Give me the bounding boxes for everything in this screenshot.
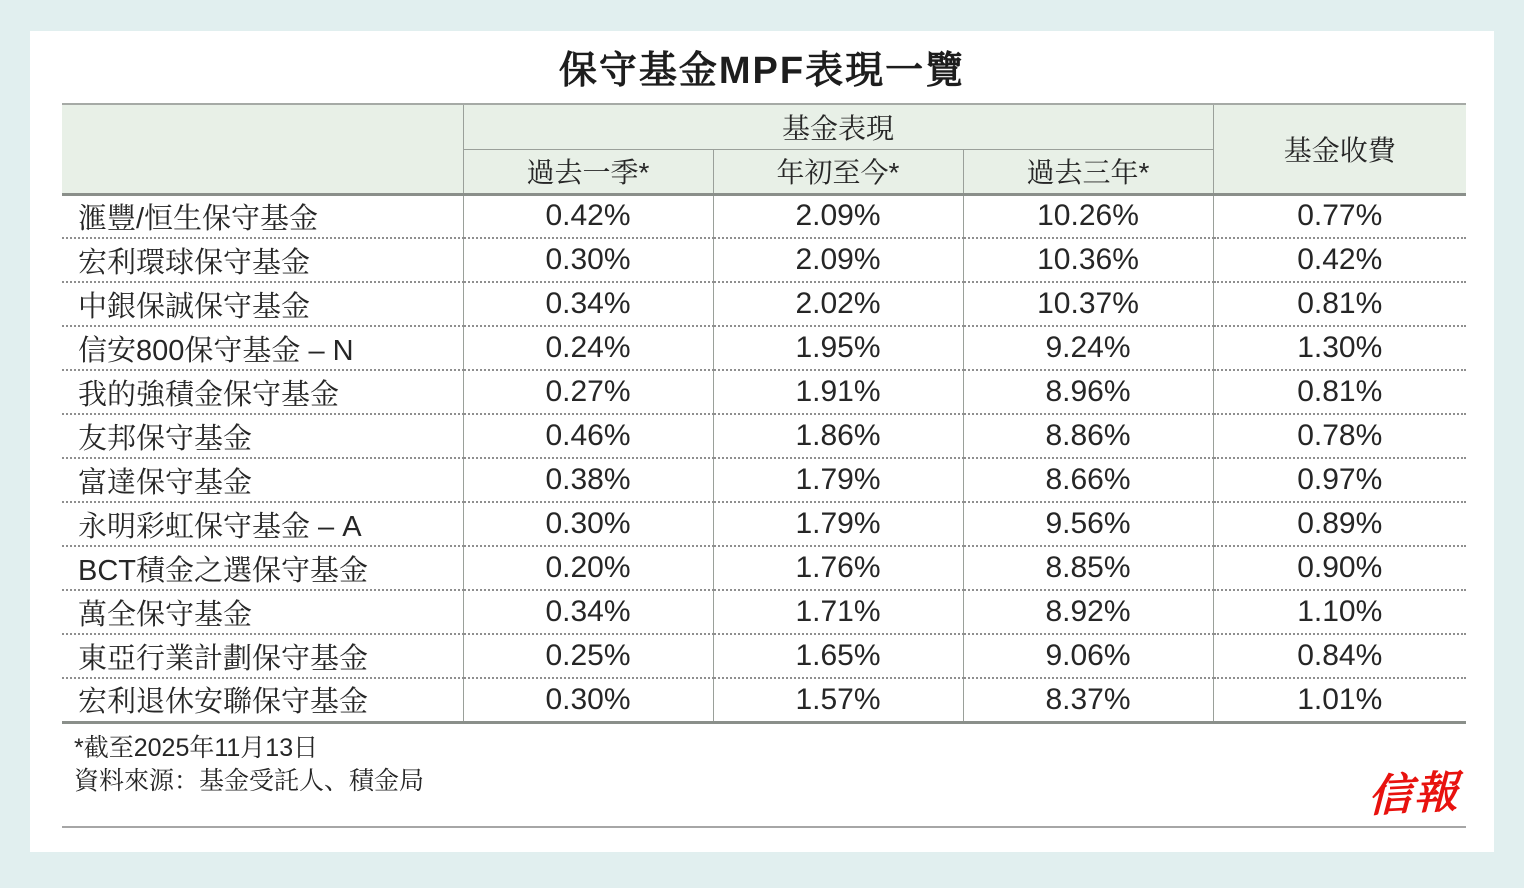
fee-value-cell: 1.01% bbox=[1213, 678, 1466, 722]
quarter-value-cell: 0.42% bbox=[463, 194, 713, 238]
table-row bbox=[62, 458, 1466, 502]
three-years-value-cell: 8.86% bbox=[963, 414, 1213, 458]
table-row bbox=[62, 678, 1466, 722]
ytd-value-cell: 1.71% bbox=[713, 590, 963, 634]
fund-name-cell: 永明彩虹保守基金 – A bbox=[62, 502, 463, 546]
ytd-value-cell: 1.79% bbox=[713, 458, 963, 502]
ytd-value-cell: 2.09% bbox=[713, 194, 963, 238]
fee-value-cell: 0.90% bbox=[1213, 546, 1466, 590]
ytd-value-cell: 1.79% bbox=[713, 502, 963, 546]
footnotes-block bbox=[74, 732, 1494, 798]
content-card bbox=[30, 31, 1494, 852]
page-title: 保守基金MPF表現一覽 bbox=[558, 50, 966, 92]
fund-name-cell: 萬全保守基金 bbox=[62, 590, 463, 634]
quarter-value-cell: 0.30% bbox=[463, 502, 713, 546]
ytd-value-cell: 2.02% bbox=[713, 282, 963, 326]
table-row bbox=[62, 502, 1466, 546]
three-years-value-cell: 10.26% bbox=[963, 194, 1213, 238]
three-years-value-cell: 8.92% bbox=[963, 590, 1213, 634]
table-row bbox=[62, 370, 1466, 414]
fund-name-cell: 信安800保守基金 – N bbox=[62, 326, 463, 370]
fund-performance-table bbox=[62, 103, 1466, 724]
three-years-value-cell: 10.37% bbox=[963, 282, 1213, 326]
three-years-value-cell: 10.36% bbox=[963, 238, 1213, 282]
fee-value-cell: 1.30% bbox=[1213, 326, 1466, 370]
table-row bbox=[62, 546, 1466, 590]
ytd-value-cell: 1.86% bbox=[713, 414, 963, 458]
hkej-logo: 信報 bbox=[1367, 767, 1461, 822]
col-header-fee: 基金收費 bbox=[1213, 104, 1466, 194]
col-header-quarter: 過去一季* bbox=[463, 149, 713, 194]
fund-name-cell: 我的強積金保守基金 bbox=[62, 370, 463, 414]
ytd-value-cell: 1.95% bbox=[713, 326, 963, 370]
quarter-value-cell: 0.30% bbox=[463, 678, 713, 722]
fund-name-cell: BCT積金之選保守基金 bbox=[62, 546, 463, 590]
three-years-value-cell: 9.56% bbox=[963, 502, 1213, 546]
fund-name-cell: 滙豐/恒生保守基金 bbox=[62, 194, 463, 238]
quarter-value-cell: 0.34% bbox=[463, 590, 713, 634]
footnote-source: 資料來源：基金受託人、積金局 bbox=[74, 766, 425, 795]
fee-value-cell: 1.10% bbox=[1213, 590, 1466, 634]
quarter-value-cell: 0.24% bbox=[463, 326, 713, 370]
quarter-value-cell: 0.27% bbox=[463, 370, 713, 414]
fund-name-cell: 富達保守基金 bbox=[62, 458, 463, 502]
table-row bbox=[62, 238, 1466, 282]
quarter-value-cell: 0.25% bbox=[463, 634, 713, 678]
three-years-value-cell: 8.85% bbox=[963, 546, 1213, 590]
fund-name-cell: 友邦保守基金 bbox=[62, 414, 463, 458]
fund-name-cell: 東亞行業計劃保守基金 bbox=[62, 634, 463, 678]
fund-name-cell: 宏利環球保守基金 bbox=[62, 238, 463, 282]
three-years-value-cell: 8.37% bbox=[963, 678, 1213, 722]
fee-value-cell: 0.78% bbox=[1213, 414, 1466, 458]
table-row bbox=[62, 414, 1466, 458]
quarter-value-cell: 0.46% bbox=[463, 414, 713, 458]
group-header-performance: 基金表現 bbox=[463, 104, 1213, 149]
three-years-value-cell: 8.96% bbox=[963, 370, 1213, 414]
table-row bbox=[62, 634, 1466, 678]
fee-value-cell: 0.81% bbox=[1213, 282, 1466, 326]
fund-name-cell: 中銀保誠保守基金 bbox=[62, 282, 463, 326]
fee-value-cell: 0.42% bbox=[1213, 238, 1466, 282]
fee-value-cell: 0.84% bbox=[1213, 634, 1466, 678]
ytd-value-cell: 1.57% bbox=[713, 678, 963, 722]
fee-value-cell: 0.77% bbox=[1213, 194, 1466, 238]
ytd-value-cell: 1.76% bbox=[713, 546, 963, 590]
fee-value-cell: 0.89% bbox=[1213, 502, 1466, 546]
col-header-three-years: 過去三年* bbox=[963, 149, 1213, 194]
quarter-value-cell: 0.30% bbox=[463, 238, 713, 282]
fund-name-cell: 宏利退休安聯保守基金 bbox=[62, 678, 463, 722]
ytd-value-cell: 1.65% bbox=[713, 634, 963, 678]
corner-cell bbox=[62, 104, 463, 194]
three-years-value-cell: 9.06% bbox=[963, 634, 1213, 678]
quarter-value-cell: 0.34% bbox=[463, 282, 713, 326]
fee-value-cell: 0.81% bbox=[1213, 370, 1466, 414]
table-row bbox=[62, 326, 1466, 370]
three-years-value-cell: 8.66% bbox=[963, 458, 1213, 502]
footnote-as-of: *截至2025年11月13日 bbox=[74, 733, 319, 762]
quarter-value-cell: 0.20% bbox=[463, 546, 713, 590]
fee-value-cell: 0.97% bbox=[1213, 458, 1466, 502]
header-row-group bbox=[62, 104, 1466, 149]
ytd-value-cell: 2.09% bbox=[713, 238, 963, 282]
three-years-value-cell: 9.24% bbox=[963, 326, 1213, 370]
bottom-divider bbox=[62, 826, 1466, 828]
col-header-ytd: 年初至今* bbox=[713, 149, 963, 194]
table-row bbox=[62, 590, 1466, 634]
table-row bbox=[62, 282, 1466, 326]
ytd-value-cell: 1.91% bbox=[713, 370, 963, 414]
quarter-value-cell: 0.38% bbox=[463, 458, 713, 502]
table-row bbox=[62, 194, 1466, 238]
